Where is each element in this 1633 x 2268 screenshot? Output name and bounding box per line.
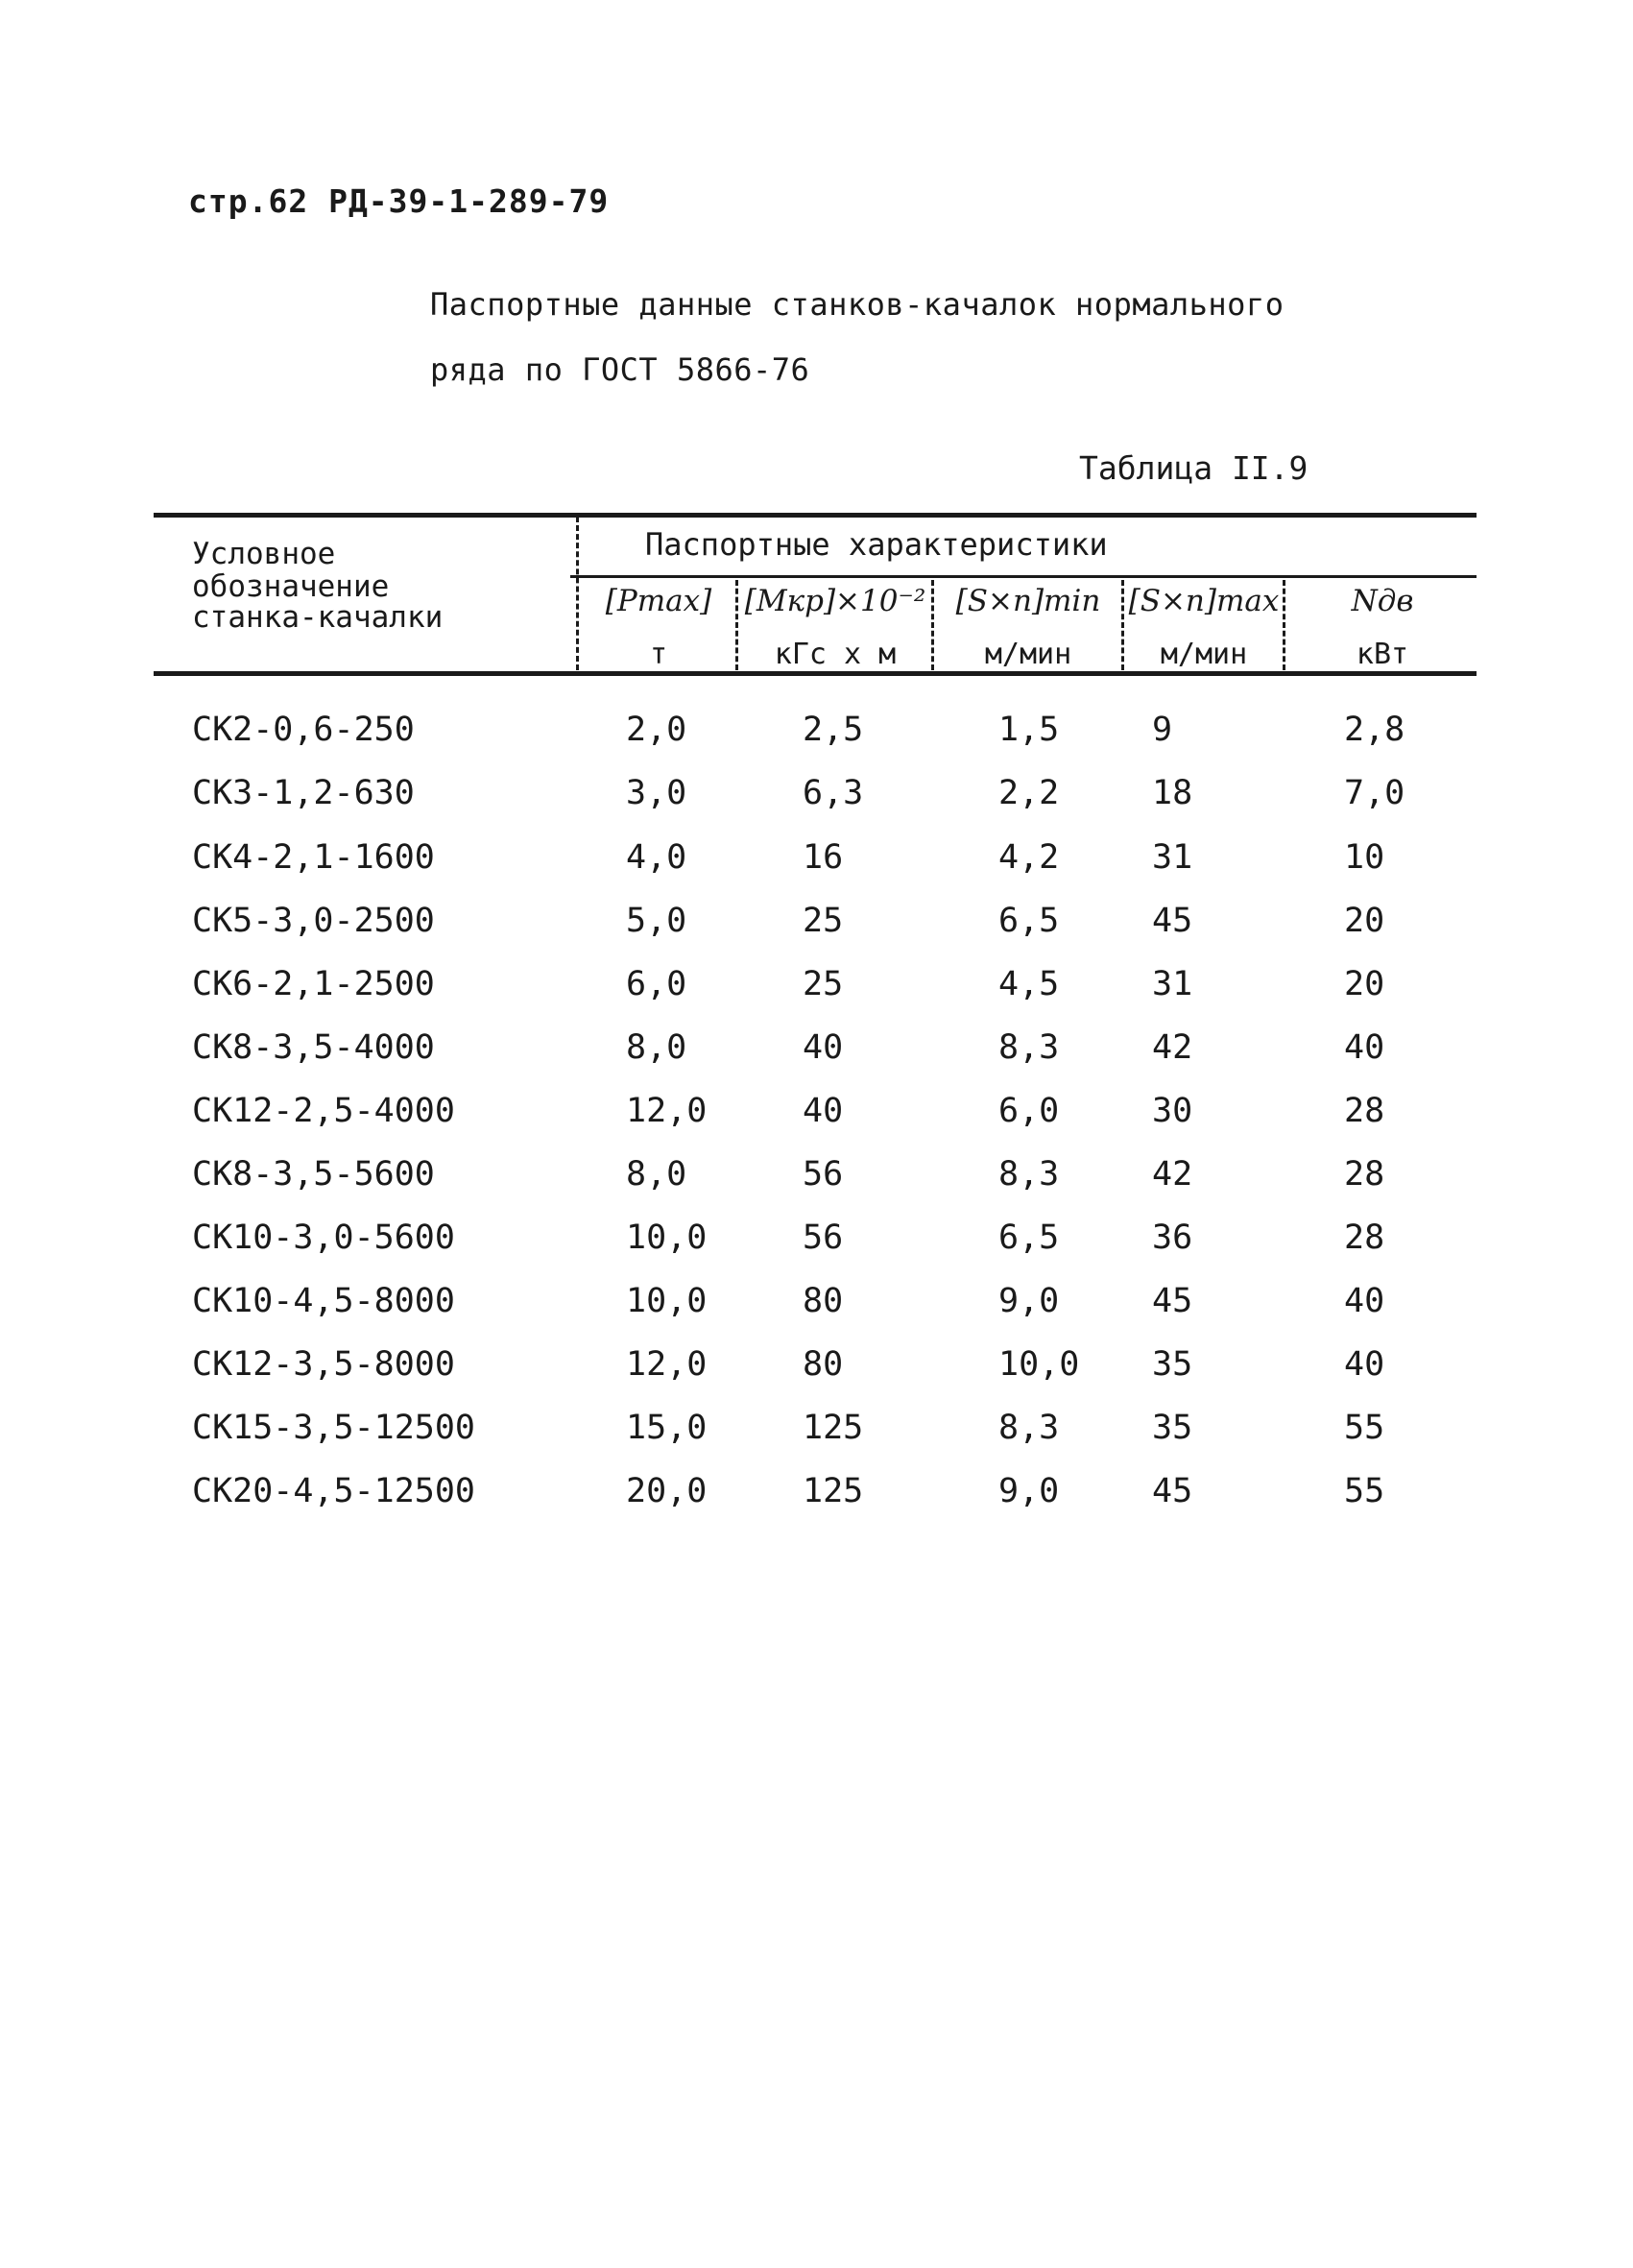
column-unit-ndv: кВт [1356, 638, 1409, 671]
table-row [0, 1409, 1633, 1472]
column-symbol-sn-min: [S×n]min [955, 584, 1101, 618]
column-unit-mkr: кГс х м [774, 638, 897, 671]
sn-max-cell: 45 [1152, 1282, 1193, 1320]
pmax-cell: 2,0 [626, 711, 687, 749]
mkr-cell: 125 [803, 1409, 864, 1447]
sn-min-cell: 6,5 [998, 902, 1060, 940]
sn-max-cell: 45 [1152, 1472, 1193, 1510]
sn-min-cell: 1,5 [998, 711, 1060, 749]
column-separator [576, 517, 579, 670]
table-row [0, 1345, 1633, 1409]
ndv-cell: 28 [1344, 1155, 1385, 1194]
column-separator [931, 580, 934, 670]
column-unit-sn-min: м/мин [984, 638, 1072, 671]
model-cell: СК20-4,5-12500 [192, 1472, 476, 1510]
table-row [0, 902, 1633, 965]
mkr-cell: 80 [803, 1345, 844, 1384]
ndv-cell: 55 [1344, 1409, 1385, 1447]
ndv-cell: 40 [1344, 1282, 1385, 1320]
sn-max-cell: 35 [1152, 1409, 1193, 1447]
document-title-line-1: Паспортные данные станков-качалок нормального [430, 286, 1285, 323]
mkr-cell: 125 [803, 1472, 864, 1510]
header-line: Условное [192, 537, 336, 571]
table-row [0, 1155, 1633, 1218]
sn-min-cell: 2,2 [998, 774, 1060, 812]
model-cell: СК15-3,5-12500 [192, 1409, 476, 1447]
mkr-cell: 40 [803, 1028, 844, 1067]
sn-min-cell: 8,3 [998, 1409, 1060, 1447]
pmax-cell: 3,0 [626, 774, 687, 812]
sn-min-cell: 8,3 [998, 1155, 1060, 1194]
ndv-cell: 40 [1344, 1028, 1385, 1067]
pmax-cell: 5,0 [626, 902, 687, 940]
mkr-cell: 56 [803, 1155, 844, 1194]
sn-min-cell: 8,3 [998, 1028, 1060, 1067]
sn-max-cell: 42 [1152, 1155, 1193, 1194]
table-row [0, 1282, 1633, 1345]
ndv-cell: 40 [1344, 1345, 1385, 1384]
model-cell: СК12-3,5-8000 [192, 1345, 455, 1384]
ndv-cell: 28 [1344, 1218, 1385, 1257]
mkr-cell: 56 [803, 1218, 844, 1257]
model-cell: СК8-3,5-4000 [192, 1028, 435, 1067]
mkr-cell: 6,3 [803, 774, 864, 812]
model-cell: СК10-4,5-8000 [192, 1282, 455, 1320]
sn-min-cell: 6,5 [998, 1218, 1060, 1257]
pmax-cell: 20,0 [626, 1472, 708, 1510]
model-cell: СК5-3,0-2500 [192, 902, 435, 940]
column-separator [735, 580, 738, 670]
model-cell: СК6-2,1-2500 [192, 965, 435, 1003]
sn-min-cell: 4,5 [998, 965, 1060, 1003]
table-row [0, 1028, 1633, 1092]
pmax-cell: 8,0 [626, 1028, 687, 1067]
pmax-cell: 4,0 [626, 838, 687, 877]
table-top-rule [154, 513, 1477, 518]
model-cell: СК4-2,1-1600 [192, 838, 435, 877]
sn-max-cell: 35 [1152, 1345, 1193, 1384]
table-row [0, 774, 1633, 837]
column-symbol-mkr: [Mкр]×10⁻² [744, 584, 926, 618]
table-row [0, 1218, 1633, 1282]
ndv-cell: 20 [1344, 902, 1385, 940]
table-row [0, 1092, 1633, 1155]
document-title-line-2: ряда по ГОСТ 5866-76 [430, 351, 810, 388]
ndv-cell: 55 [1344, 1472, 1385, 1510]
sn-max-cell: 42 [1152, 1028, 1193, 1067]
pmax-cell: 8,0 [626, 1155, 687, 1194]
mkr-cell: 40 [803, 1092, 844, 1130]
sn-max-cell: 31 [1152, 838, 1193, 877]
table-number-label: Таблица II.9 [1079, 449, 1309, 487]
ndv-cell: 20 [1344, 965, 1385, 1003]
mkr-cell: 25 [803, 965, 844, 1003]
column-symbol-pmax: [Pmax] [605, 584, 712, 618]
ndv-cell: 10 [1344, 838, 1385, 877]
model-cell: СК10-3,0-5600 [192, 1218, 455, 1257]
model-cell: СК12-2,5-4000 [192, 1092, 455, 1130]
sn-min-cell: 4,2 [998, 838, 1060, 877]
mkr-cell: 25 [803, 902, 844, 940]
column-separator [1283, 580, 1285, 670]
pmax-cell: 15,0 [626, 1409, 708, 1447]
sn-max-cell: 18 [1152, 774, 1193, 812]
column-symbol-ndv: Nдв [1351, 584, 1414, 618]
sn-max-cell: 30 [1152, 1092, 1193, 1130]
column-unit-pmax: т [649, 638, 668, 671]
sn-min-cell: 10,0 [998, 1345, 1080, 1384]
ndv-cell: 2,8 [1344, 711, 1405, 749]
pmax-cell: 10,0 [626, 1218, 708, 1257]
column-symbol-sn-max: [S×n]max [1128, 584, 1280, 618]
pmax-cell: 6,0 [626, 965, 687, 1003]
pmax-cell: 12,0 [626, 1345, 708, 1384]
model-cell: СК8-3,5-5600 [192, 1155, 435, 1194]
header-line: станка-качалки [192, 600, 444, 635]
sn-max-cell: 45 [1152, 902, 1193, 940]
pmax-cell: 12,0 [626, 1092, 708, 1130]
page-reference: стр.62 РД-39-1-289-79 [188, 182, 610, 220]
sn-min-cell: 6,0 [998, 1092, 1060, 1130]
table-row [0, 711, 1633, 774]
table-row [0, 965, 1633, 1028]
mkr-cell: 80 [803, 1282, 844, 1320]
model-cell: СК2-0,6-250 [192, 711, 415, 749]
ndv-cell: 7,0 [1344, 774, 1405, 812]
pmax-cell: 10,0 [626, 1282, 708, 1320]
sn-max-cell: 9 [1152, 711, 1173, 749]
column-unit-sn-max: м/мин [1160, 638, 1248, 671]
sn-max-cell: 31 [1152, 965, 1193, 1003]
ndv-cell: 28 [1344, 1092, 1385, 1130]
mkr-cell: 16 [803, 838, 844, 877]
group-header: Паспортные характеристики [645, 526, 1108, 563]
sn-max-cell: 36 [1152, 1218, 1193, 1257]
table-group-rule [570, 575, 1477, 578]
sn-min-cell: 9,0 [998, 1282, 1060, 1320]
sn-min-cell: 9,0 [998, 1472, 1060, 1510]
table-row [0, 838, 1633, 902]
header-line: обозначение [192, 569, 390, 604]
mkr-cell: 2,5 [803, 711, 864, 749]
column-separator [1121, 580, 1124, 670]
model-cell: СК3-1,2-630 [192, 774, 415, 812]
table-header-bottom-rule [154, 671, 1477, 676]
table-row [0, 1472, 1633, 1535]
